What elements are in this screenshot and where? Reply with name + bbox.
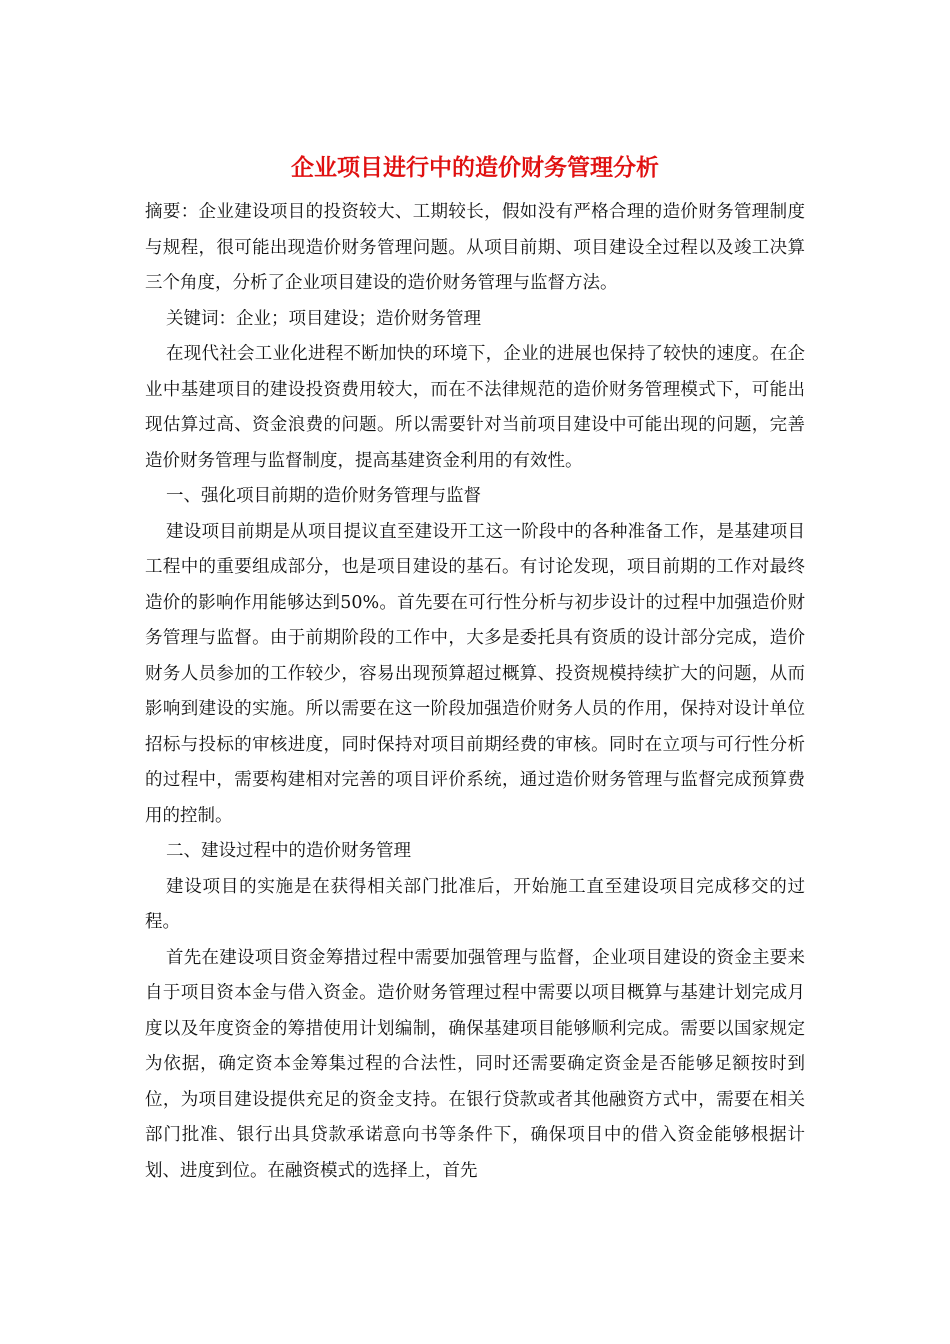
- keywords-paragraph: 关键词：企业；项目建设；造价财务管理: [166, 308, 481, 329]
- document-body: [145, 195, 805, 1189]
- intro-paragraph: 在现代社会工业化进程不断加快的环境下，企业的进展也保持了较快的速度。在企业中基建项目的建设投资费用较大，而在不法律规范的造价财务管理模式下，可能出现估算过高、资金浪费的问题。所以需要针对当前项目建设中可能出现的问题，完善造价财务管理与监督制度，提高基建资金利用的有效性。: [145, 344, 805, 471]
- section-heading-1: 一、强化项目前期的造价财务管理与监督: [166, 486, 481, 506]
- section-1-paragraph: 建设项目前期是从项目提议直至建设开工这一阶段中的各种准备工作，是基建项目工程中的重要组成部分，也是项目建设的基石。有讨论发现，项目前期的工作对最终造价的影响作用能够达到50%。首先要在可行性分析与初步设计的过程中加强造价财务管理与监督。由于前期阶段的工作中，大多是委托具有资质的设计部分完成，造价财务人员参加的工作较少，容易出现预算超过概算、投资规模持续扩大的问题，从而影响到建设的实施。所以需要在这一阶段加强造价财务人员的作用，保持对设计单位招标与投标的审核进度，同时保持对项目前期经费的审核。同时在立项与可行性分析的过程中，需要构建相对完善的项目评价系统，通过造价财务管理与监督完成预算费用的控制。: [145, 521, 805, 826]
- section-2-paragraph-1: 建设项目的实施是在获得相关部门批准后，开始施工直至建设项目完成移交的过程。: [145, 876, 805, 932]
- abstract-paragraph: 摘要：企业建设项目的投资较大、工期较长，假如没有严格合理的造价财务管理制度与规程，很可能出现造价财务管理问题。从项目前期、项目建设全过程以及竣工决算三个角度，分析了企业项目建设的造价财务管理与监督方法。: [145, 202, 805, 293]
- document-title: 企业项目进行中的造价财务管理分析: [291, 154, 659, 181]
- section-2-paragraph-2: 首先在建设项目资金筹措过程中需要加强管理与监督，企业项目建设的资金主要来自于项目资本金与借入资金。造价财务管理过程中需要以项目概算与基建计划完成月度以及年度资金的筹措使用计划编制，确保基建项目能够顺利完成。需要以国家规定为依据，确定资本金筹集过程的合法性，同时还需要确定资金是否能够足额按时到位，为项目建设提供充足的资金支持。在银行贷款或者其他融资方式中，需要在相关部门批准、银行出具贷款承诺意向书等条件下，确保项目中的借入资金能够根据计划、进度到位。在融资模式的选择上，首先: [145, 947, 805, 1181]
- section-heading-2: 二、建设过程中的造价财务管理: [166, 841, 411, 861]
